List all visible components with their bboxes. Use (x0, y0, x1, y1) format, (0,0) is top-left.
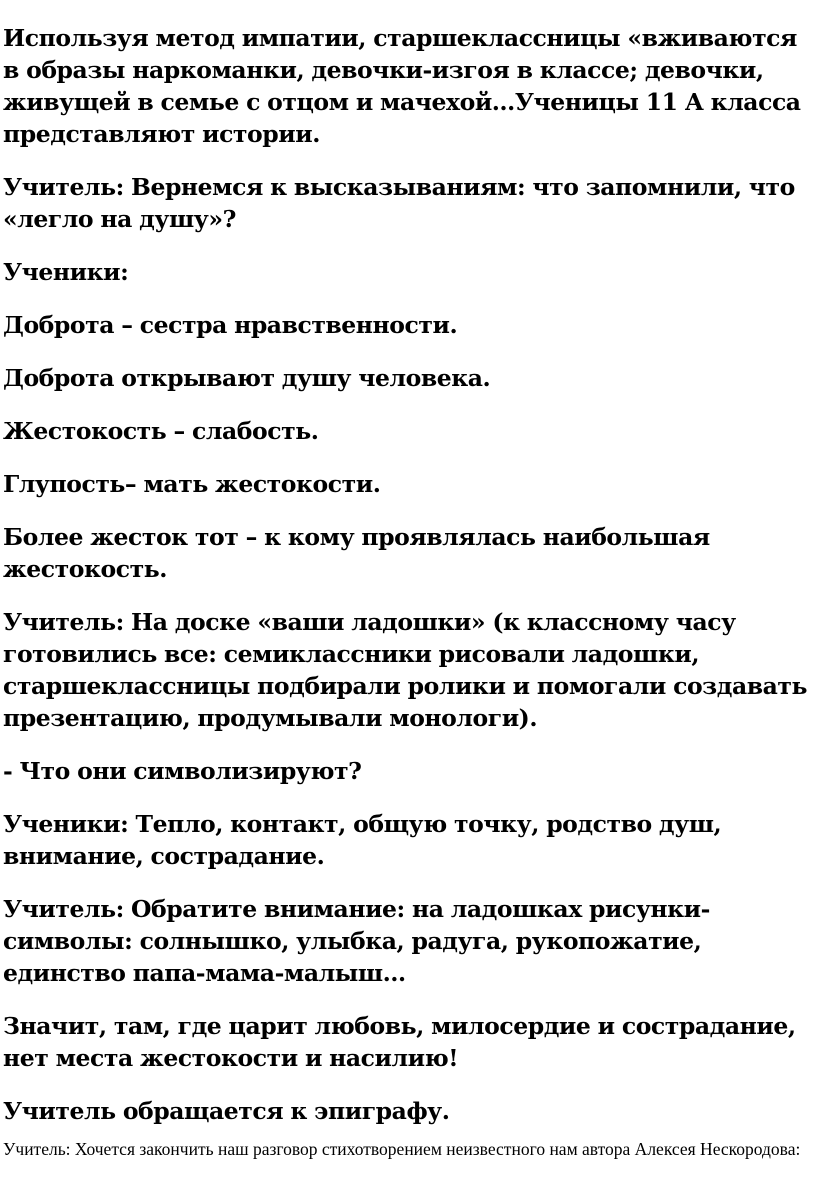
paragraph-conclusion: Значит, там, где царит любовь, милосердие и сострадание, нет места жестокости и насилию! (3, 1012, 796, 1072)
paragraph-statement-2: Доброта открывают душу человека. (3, 364, 491, 392)
paragraph-statement-1: Доброта – сестра нравственности. (3, 311, 458, 339)
paragraph-statement-4: Глупость– мать жестокости. (3, 470, 381, 498)
paragraph-statement-5: Более жесток тот – к кому проявлялась наибольшая жестокость. (3, 523, 710, 583)
paragraph-students-label: Ученики: (3, 258, 129, 286)
paragraph-teacher-attention: Учитель: Обратите внимание: на ладошках рисунки-символы: солнышко, улыбка, радуга, рукопожатие, единство папа-мама-малыш… (3, 895, 710, 987)
paragraph-teacher-question: Учитель: Вернемся к высказываниям: что запомнили, что «легло на душу»? (3, 173, 795, 233)
paragraph-students-answer: Ученики: Тепло, контакт, общую точку, родство душ, внимание, сострадание. (3, 810, 722, 870)
paragraph-closing: Учитель: Хочется закончить наш разговор стихотворением неизвестного нам автора Алексея Нескородова: (3, 1139, 801, 1159)
paragraph-statement-3: Жестокость – слабость. (3, 417, 319, 445)
paragraph-teacher-board: Учитель: На доске «ваши ладошки» (к классному часу готовились все: семиклассники рисовали ладошки, старшеклассницы подбирали ролики и помогали создавать презентацию, продумывали монологи). (3, 608, 807, 732)
paragraph-epigraph: Учитель обращается к эпиграфу. (3, 1097, 450, 1125)
paragraph-intro: Используя метод импатии, старшеклассницы «вживаются в образы наркоманки, девочки-изгоя в классе; девочки, живущей в семье с отцом и мачехой…Ученицы 11 А класса представляют истории. (3, 24, 801, 148)
paragraph-question-symbols: - Что они символизируют? (3, 757, 362, 785)
